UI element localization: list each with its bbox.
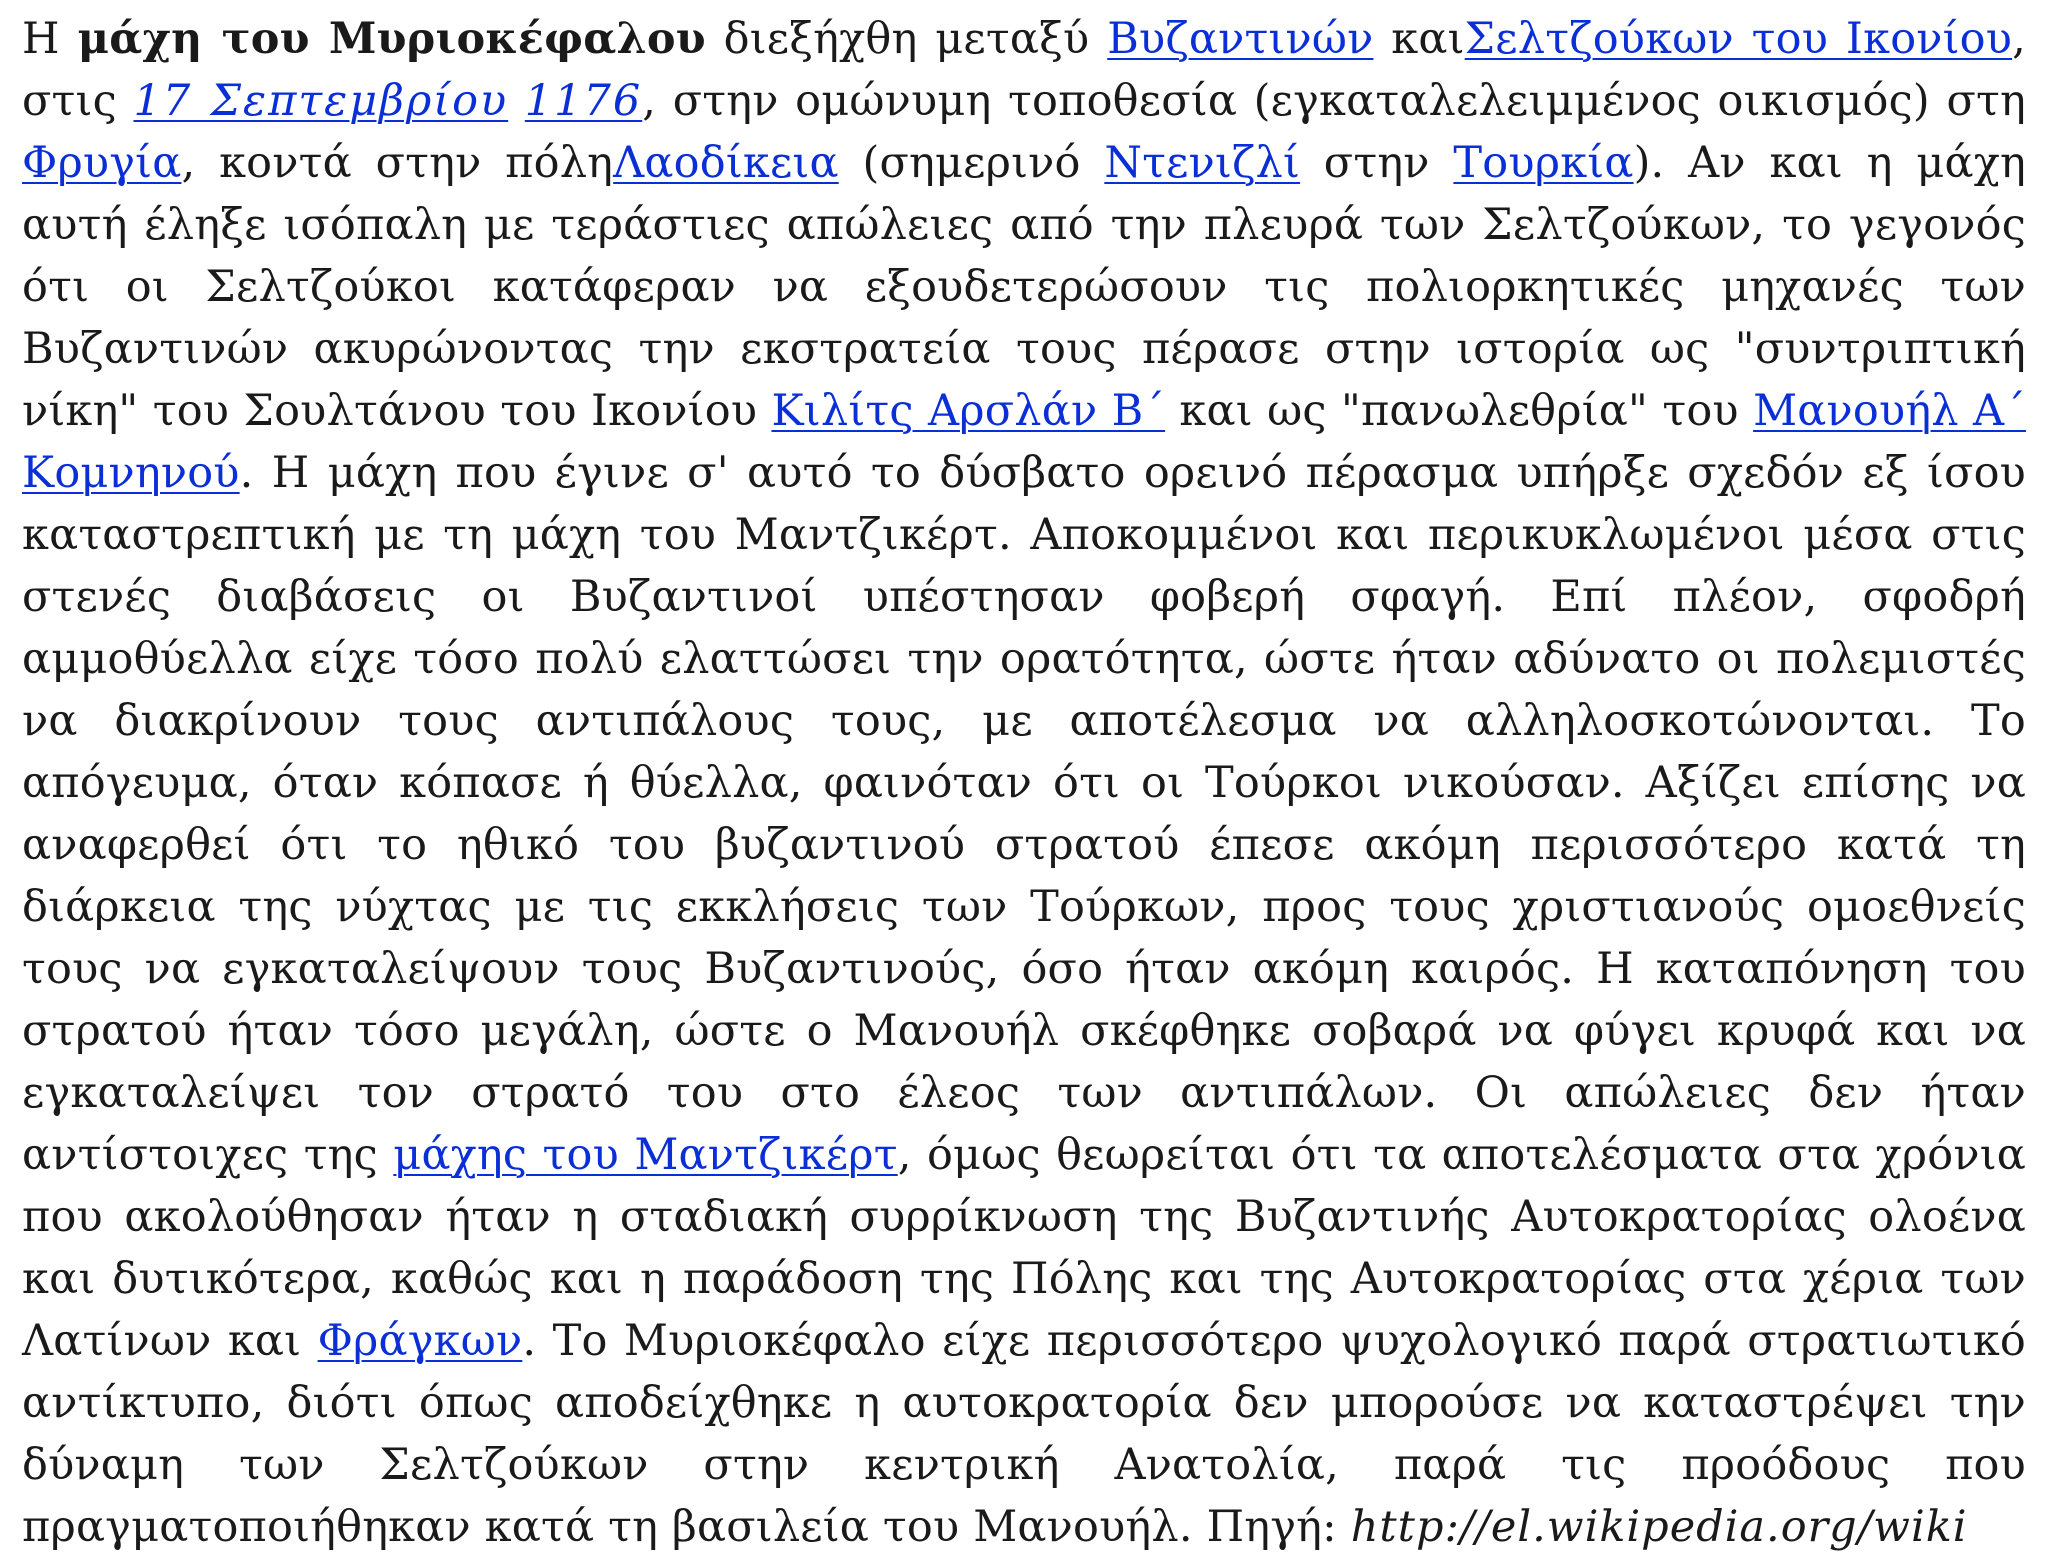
link-byzantines[interactable]: Βυζαντινών bbox=[1107, 14, 1374, 64]
text-run: , στις bbox=[22, 14, 2026, 126]
link-year[interactable]: 1176 bbox=[524, 76, 643, 126]
text-run: ). Αν και η μάχη αυτή έληξε ισόπαλη με τεράστιες απώλειες από την πλευρά των Σελτζούκων, το γεγονός ότι οι Σελτζούκοι κατάφεραν να εξουδετερώσουν τις πολιορκητικές μηχανές των Βυζαντινών ακυρώνοντας την εκστρατεία τους πέρασε στην ιστορία ως "συντριπτική νίκη" του Σουλτάνου του Ικονίου bbox=[22, 138, 2026, 436]
source-url: http://el.wikipedia.org/wiki bbox=[1350, 1502, 1968, 1552]
link-manuel-komnenos[interactable]: Μανουήλ Α΄ Κομνηνού bbox=[22, 386, 2026, 498]
text-run: , κοντά στην πόλη bbox=[181, 138, 614, 188]
text-run: και ως "πανωλεθρία" του bbox=[1165, 386, 1754, 436]
link-date[interactable]: 17 Σεπτεμβρίου bbox=[133, 76, 509, 126]
text-run: και bbox=[1373, 14, 1465, 64]
link-kilij-arslan[interactable]: Κιλίτς Αρσλάν Β΄ bbox=[771, 386, 1166, 436]
article-title-bold: μάχη του Μυριοκέφαλου bbox=[77, 14, 706, 64]
text-run: διεξήχθη μεταξύ bbox=[705, 14, 1108, 64]
link-battle-of-manzikert[interactable]: μάχης του Μαντζικέρτ bbox=[393, 1130, 898, 1180]
link-franks[interactable]: Φράγκων bbox=[317, 1316, 523, 1366]
article-paragraph bbox=[22, 8, 2026, 1558]
text-run: (σημερινό bbox=[838, 138, 1105, 188]
link-seljuks-of-iconium[interactable]: Σελτζούκων του Ικονίου bbox=[1464, 14, 2013, 64]
source-label: Πηγή: bbox=[1206, 1502, 1351, 1552]
text-run: . Η μάχη που έγινε σ' αυτό το δύσβατο ορεινό πέρασμα υπήρξε σχεδόν εξ ίσου καταστρεπτική με τη μάχη του Μαντζικέρτ. Αποκομμένοι και περικυκλωμένοι μέσα στις στενές διαβάσεις οι Βυζαντινοί υπέστησαν φοβερή σφαγή. Επί πλέον, σφοδρή αμμοθύελλα είχε τόσο πολύ ελαττώσει την ορατότητα, ώστε ήταν αδύνατο οι πολεμιστές να διακρίνουν τους αντιπάλους τους, με αποτέλεσμα να αλληλοσκοτώνονται. Το απόγευμα, όταν κόπασε ή θύελλα, φαινόταν ότι οι Τούρκοι νικούσαν. Αξίζει επίσης να αναφερθεί ότι το ηθικό του βυζαντινού στρατού έπεσε ακόμη περισσότερο κατά τη διάρκεια της νύχτας με τις εκκλήσεις των Τούρκων, προς τους χριστιανούς ομοεθνείς τους να εγκαταλείψουν τους Βυζαντινούς, όσο ήταν ακόμη καιρός. Η καταπόνηση του στρατού ήταν τόσο μεγάλη, ώστε ο Μανουήλ σκέφθηκε σοβαρά να φύγει κρυφά και να εγκαταλείψει τον στρατό του στο έλεος των αντιπάλων. Οι απώλειες δεν ήταν αντίστοιχες της bbox=[22, 448, 2026, 1180]
link-turkey[interactable]: Τουρκία bbox=[1453, 138, 1634, 188]
link-laodicea[interactable]: Λαοδίκεια bbox=[613, 138, 839, 188]
link-denizli[interactable]: Ντενιζλί bbox=[1104, 138, 1301, 188]
text-run: , στην ομώνυμη τοποθεσία (εγκαταλελειμμένος οικισμός) στη bbox=[642, 76, 2026, 126]
link-phrygia[interactable]: Φρυγία bbox=[22, 138, 182, 188]
text-run: . Το Μυριοκέφαλο είχε περισσότερο ψυχολογικό παρά στρατιωτικό αντίκτυπο, διότι όπως αποδείχθηκε η αυτοκρατορία δεν μπορούσε να καταστρέψει την δύναμη των Σελτζούκων στην κεντρική Ανατολία, παρά τις προόδους που πραγματοποιήθηκαν κατά τη βασιλεία του Μανουήλ. bbox=[22, 1316, 2026, 1552]
text-run: , όμως θεωρείται ότι τα αποτελέσματα στα χρόνια που ακολούθησαν ήταν η σταδιακή συρρίκνωση της Βυζαντινής Αυτοκρατορίας ολοένα και δυτικότερα, καθώς και η παράδοση της Πόλης και της Αυτοκρατορίας στα χέρια των Λατίνων και bbox=[22, 1130, 2026, 1366]
text-run: στην bbox=[1300, 138, 1454, 188]
text-run: Η bbox=[22, 14, 78, 64]
text-run bbox=[508, 76, 525, 126]
